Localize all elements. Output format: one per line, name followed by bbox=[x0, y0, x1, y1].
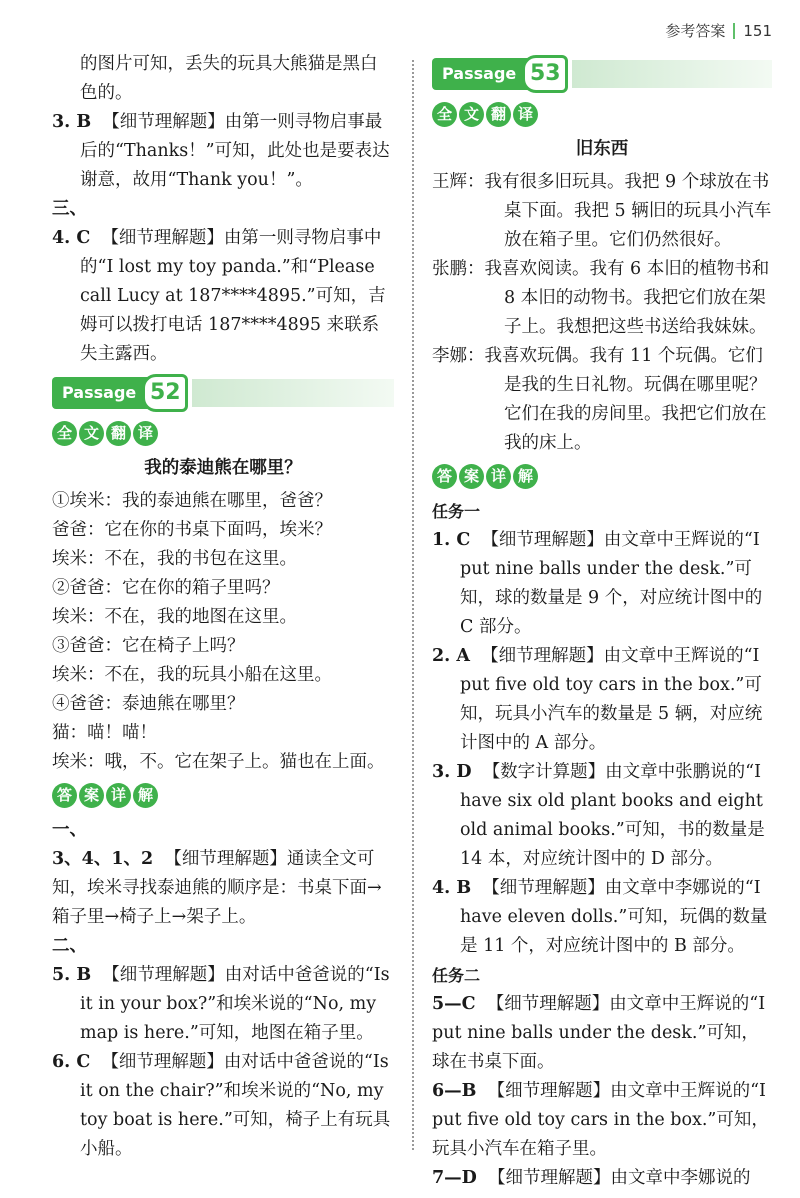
answer-item bbox=[52, 224, 394, 369]
passage-53-banner bbox=[432, 56, 772, 92]
answer-tag bbox=[52, 783, 394, 808]
tag-char: 详 bbox=[486, 464, 511, 489]
speaker-text: 我喜欢阅读。我有 6 本旧的植物书和 8 本旧的动物书。我把它们放在架子上。我想把这些书送给我妹妹。 bbox=[484, 259, 770, 337]
answer-number: 3. D bbox=[432, 762, 472, 782]
passage-number: 52 bbox=[142, 374, 188, 412]
answer-text: 【细节理解题】由文章中王辉说的“I put five old toy cars in the box.”可知，玩具小汽车在箱子里。 bbox=[432, 1081, 769, 1159]
answer-number: 6—B bbox=[432, 1081, 477, 1101]
answer-item bbox=[52, 845, 394, 932]
tag-char: 译 bbox=[133, 421, 158, 446]
tag-char: 全 bbox=[432, 102, 457, 127]
banner-tail bbox=[572, 60, 772, 88]
intro-line-1: 的图片可知，丢失的玩具大熊猫是黑白 bbox=[80, 54, 378, 74]
dialogue-line: 埃米：哦，不。它在架子上。猫也在上面。 bbox=[52, 752, 385, 772]
dialogue-line: 埃米：不在，我的地图在这里。 bbox=[52, 607, 297, 627]
tag-char: 详 bbox=[106, 783, 131, 808]
answer-item bbox=[52, 1048, 394, 1164]
tag-char: 翻 bbox=[106, 421, 131, 446]
answer-number: 6. C bbox=[52, 1052, 91, 1072]
section-heading: 一、 bbox=[52, 820, 87, 840]
speaker-text: 我有很多旧玩具。我把 9 个球放在书桌下面。我把 5 辆旧的玩具小汽车放在箱子里。它们仍然很好。 bbox=[484, 172, 772, 250]
answer-item bbox=[432, 1077, 772, 1164]
answer-number: 5—C bbox=[432, 994, 476, 1014]
tag-char: 案 bbox=[459, 464, 484, 489]
answer-item bbox=[432, 874, 772, 961]
dialogue-line: 爸爸：它在你的书桌下面吗，埃米？ bbox=[52, 520, 332, 540]
answer-item bbox=[52, 961, 394, 1048]
tag-char: 解 bbox=[513, 464, 538, 489]
intro-line-2: 色的。 bbox=[80, 83, 133, 103]
tag-char: 翻 bbox=[486, 102, 511, 127]
passage-title: 我的泰迪熊在哪里？ bbox=[144, 458, 302, 478]
section-heading: 二、 bbox=[52, 936, 87, 956]
header-section: 参考答案 bbox=[665, 22, 726, 40]
header-divider bbox=[733, 23, 735, 39]
translation-tag bbox=[432, 102, 772, 127]
answer-number: 4. C bbox=[52, 228, 91, 248]
translation-tag bbox=[52, 421, 394, 446]
speaker-paragraph bbox=[432, 255, 772, 342]
dialogue-line: ①埃米：我的泰迪熊在哪里，爸爸？ bbox=[52, 491, 332, 511]
speaker-name: 王辉： bbox=[432, 172, 485, 192]
tag-char: 案 bbox=[79, 783, 104, 808]
left-column bbox=[52, 50, 394, 1164]
answer-item bbox=[52, 108, 394, 195]
passage-number: 53 bbox=[522, 55, 568, 93]
answer-number: 5. B bbox=[52, 965, 92, 985]
answer-number: 1. C bbox=[432, 530, 471, 550]
tag-char: 解 bbox=[133, 783, 158, 808]
answer-item bbox=[432, 758, 772, 874]
answer-text: 【细节理解题】由对话中爸爸说的“Is it in your box?”和埃米说的“No, my map is here.”可知，地图在箱子里。 bbox=[80, 965, 390, 1043]
speaker-paragraph bbox=[432, 342, 772, 458]
answer-item bbox=[432, 990, 772, 1077]
answer-text: 【细节理解题】由第一则寻物启事最后的“Thanks！”可知，此处也是要表达谢意，故用“Thank you！”。 bbox=[80, 112, 390, 190]
page-header bbox=[665, 20, 772, 41]
answer-text: 【细节理解题】由文章中王辉说的“I put nine balls under the desk.”可知，球在书桌下面。 bbox=[432, 994, 766, 1072]
dialogue-line: 埃米：不在，我的玩具小船在这里。 bbox=[52, 665, 332, 685]
answer-text: 【数字计算题】由文章中张鹏说的“I have six old plant books and eight old animal books.”可知，书的数量是 14 本，对应统计图中的 D 部分。 bbox=[460, 762, 765, 869]
answer-text: 【细节理解题】由文章中李娜说的 bbox=[488, 1168, 751, 1188]
passage-title: 旧东西 bbox=[575, 139, 629, 159]
tag-char: 答 bbox=[432, 464, 457, 489]
task-heading: 任务一 bbox=[432, 502, 481, 521]
answer-item bbox=[432, 526, 772, 642]
section-heading: 三、 bbox=[52, 199, 87, 219]
answer-text: 【细节理解题】通读全文可知，埃米寻找泰迪熊的顺序是：书桌下面→箱子里→椅子上→架子上。 bbox=[52, 849, 382, 927]
right-column bbox=[432, 50, 772, 1193]
task-heading: 任务二 bbox=[432, 966, 481, 985]
passage-52-banner bbox=[52, 375, 394, 411]
tag-char: 答 bbox=[52, 783, 77, 808]
answer-text: 【细节理解题】由第一则寻物启事中的“I lost my toy panda.”和“Please call Lucy at 187****4895.”可知，吉姆可以拨打电话 187****4895 来联系失主露西。 bbox=[80, 228, 386, 364]
speaker-text: 我喜欢玩偶。我有 11 个玩偶。它们是我的生日礼物。玩偶在哪里呢？它们在我的房间里。我把它们放在我的床上。 bbox=[484, 346, 767, 453]
answer-text: 【细节理解题】由文章中王辉说的“I put five old toy cars in the box.”可知，玩具小汽车的数量是 5 辆，对应统计图中的 A 部分。 bbox=[460, 646, 763, 753]
dialogue-line: ③爸爸：它在椅子上吗？ bbox=[52, 636, 245, 656]
answer-text: 【细节理解题】由文章中王辉说的“I put nine balls under the desk.”可知，球的数量是 9 个，对应统计图中的 C 部分。 bbox=[460, 530, 763, 637]
answer-number: 3、4、1、2 bbox=[52, 849, 154, 869]
tag-char: 文 bbox=[459, 102, 484, 127]
speaker-paragraph bbox=[432, 168, 772, 255]
answer-number: 3. B bbox=[52, 112, 92, 132]
page-number: 151 bbox=[743, 21, 772, 40]
answer-number: 2. A bbox=[432, 646, 470, 666]
answer-number: 4. B bbox=[432, 878, 472, 898]
passage-label: Passage bbox=[432, 58, 532, 90]
column-divider bbox=[412, 60, 414, 1150]
dialogue-line: ④爸爸：泰迪熊在哪里？ bbox=[52, 694, 245, 714]
passage-label: Passage bbox=[52, 377, 152, 409]
banner-tail bbox=[192, 379, 394, 407]
speaker-name: 张鹏： bbox=[432, 259, 485, 279]
dialogue-line: 埃米：不在，我的书包在这里。 bbox=[52, 549, 297, 569]
answer-tag bbox=[432, 464, 772, 489]
tag-char: 全 bbox=[52, 421, 77, 446]
answer-number: 7—D bbox=[432, 1168, 477, 1188]
dialogue-line: ②爸爸：它在你的箱子里吗？ bbox=[52, 578, 280, 598]
answer-text: 【细节理解题】由对话中爸爸说的“Is it on the chair?”和埃米说的“No, my toy boat is here.”可知，椅子上有玩具小船。 bbox=[80, 1052, 391, 1159]
tag-char: 文 bbox=[79, 421, 104, 446]
answer-item bbox=[432, 642, 772, 758]
dialogue-line: 猫：喵！喵！ bbox=[52, 723, 157, 743]
answer-text: 【细节理解题】由文章中李娜说的“I have eleven dolls.”可知，玩偶的数量是 11 个，对应统计图中的 B 部分。 bbox=[460, 878, 768, 956]
speaker-name: 李娜： bbox=[432, 346, 485, 366]
answer-item bbox=[432, 1164, 772, 1193]
tag-char: 译 bbox=[513, 102, 538, 127]
